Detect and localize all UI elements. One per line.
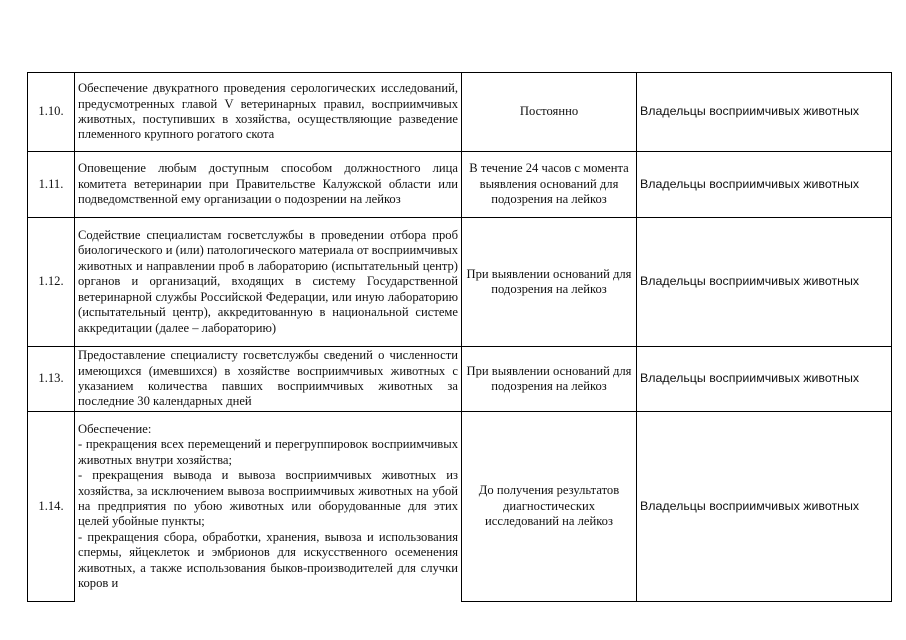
measure-term: При выявлении оснований для подозрения на лейкоз xyxy=(462,218,637,347)
measures-table-page xyxy=(27,72,863,602)
measure-description: Содействие специалистам госветслужбы в проведении отбора проб биологического и (или) патологического материала от восприимчивых животных и направлении проб в лабораторию (испытательный центр) органов и организаций, входящих в систему Государственной ветеринарной службы Российской Федерации, или иную лабораторию (испытательный центр), аккредитованную в национальной системе аккредитации (далее – лабораторию) xyxy=(75,218,462,347)
measure-responsible: Владельцы восприимчивых животных xyxy=(637,412,892,602)
row-number: 1.13. xyxy=(28,347,75,412)
measure-description: Обеспечение двукратного проведения серологических исследований, предусмотренных главой V ветеринарных правил, восприимчивых животных, поступивших в хозяйства, осуществляющие разведение племенного крупного рогатого скота xyxy=(75,73,462,152)
row-number: 1.12. xyxy=(28,218,75,347)
measure-list-item: - прекращения всех перемещений и перегруппировок восприимчивых животных внутри хозяйства; xyxy=(78,437,458,467)
measure-responsible: Владельцы восприимчивых животных xyxy=(637,218,892,347)
table-row xyxy=(28,347,892,412)
measure-list-item: - прекращения сбора, обработки, хранения, вывоза и использования спермы, яйцеклеток и эмбрионов для искусственного осеменения животных, а также использования быков-производителей для случки коров и xyxy=(78,529,458,591)
measure-responsible: Владельцы восприимчивых животных xyxy=(637,73,892,152)
row-number: 1.14. xyxy=(28,412,75,602)
measure-responsible: Владельцы восприимчивых животных xyxy=(637,152,892,218)
measure-list-item: - прекращения вывода и вывоза восприимчивых животных из хозяйства, за исключением вывоза восприимчивых животных на убой на предприятия по убою животных или оборудованные для этих целей убойные пункты; xyxy=(78,468,458,529)
measure-responsible: Владельцы восприимчивых животных xyxy=(637,347,892,412)
table-row xyxy=(28,218,892,347)
table-row xyxy=(28,73,892,152)
table-row xyxy=(28,412,892,602)
row-number: 1.10. xyxy=(28,73,75,152)
measure-description: Оповещение любым доступным способом должностного лица комитета ветеринарии при Правительстве Калужской области или подведомственной ему организации о подозрении на лейкоз xyxy=(75,152,462,218)
measure-intro: Обеспечение: xyxy=(78,422,152,437)
measures-table xyxy=(27,72,892,602)
table-row xyxy=(28,152,892,218)
measure-description: Предоставление специалисту госветслужбы сведений о численности имеющихся (имевшихся) в хозяйстве восприимчивых животных с указанием количества павших восприимчивых животных за последние 30 календарных дней xyxy=(75,347,462,412)
measure-term: В течение 24 часов с момента выявления оснований для подозрения на лейкоз xyxy=(462,152,637,218)
measure-term: При выявлении оснований для подозрения на лейкоз xyxy=(462,347,637,412)
measure-term: Постоянно xyxy=(462,73,637,152)
measure-description xyxy=(75,412,462,602)
measure-term: До получения результатов диагностических исследований на лейкоз xyxy=(462,412,637,602)
row-number: 1.11. xyxy=(28,152,75,218)
